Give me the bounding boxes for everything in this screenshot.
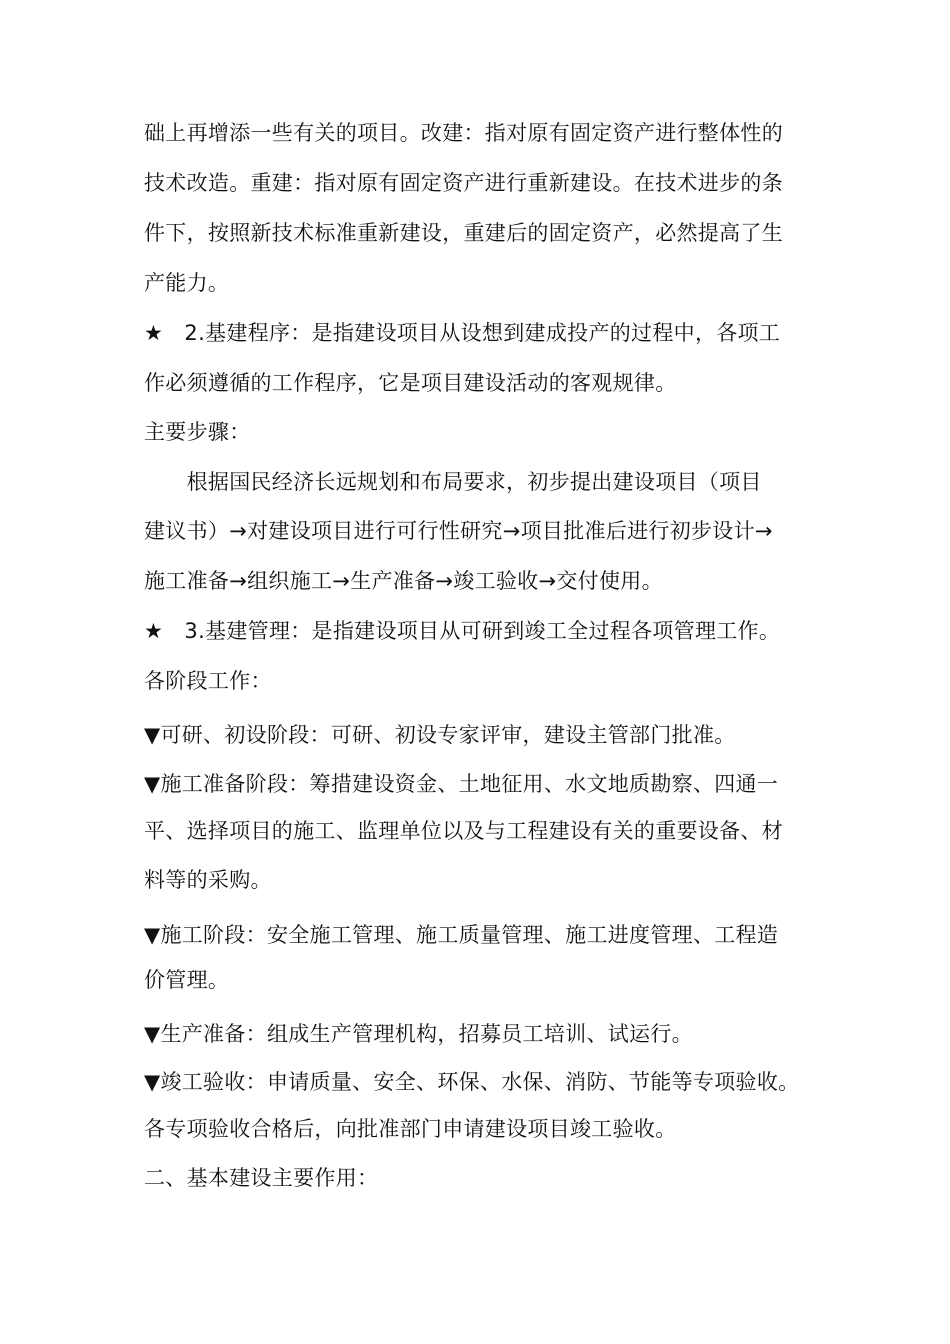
text-line: 施工准备→组织施工→生产准备→竣工验收→交付使用。 [144, 569, 663, 593]
section-heading: 各阶段工作： [144, 669, 272, 693]
text-line: 根据国民经济长远规划和布局要求，初步提出建设项目（项目 [144, 470, 762, 494]
list-item: ▼生产准备：组成生产管理机构，招募员工培训、试运行。 [144, 1022, 693, 1046]
text-line: 建议书）→对建设项目进行可行性研究→项目批准后进行初步设计→ [144, 519, 773, 543]
text-line: 础上再增添一些有关的项目。改建：指对原有固定资产进行整体性的 [144, 121, 783, 145]
text-line: 各专项验收合格后，向批准部门申请建设项目竣工验收。 [144, 1117, 677, 1141]
text-line: 平、选择项目的施工、监理单位以及与工程建设有关的重要设备、材 [144, 819, 783, 843]
text-line: 技术改造。重建：指对原有固定资产进行重新建设。在技术进步的条 [144, 171, 783, 195]
text-line: 件下，按照新技术标准重新建设，重建后的固定资产，必然提高了生 [144, 221, 783, 245]
list-item: ▼可研、初设阶段：可研、初设专家评审，建设主管部门批准。 [144, 723, 736, 747]
section-heading: 二、基本建设主要作用： [144, 1166, 379, 1190]
list-item: ▼施工阶段：安全施工管理、施工质量管理、施工进度管理、工程造 [144, 923, 779, 947]
list-item: ▼竣工验收：申请质量、安全、环保、水保、消防、节能等专项验收。 [144, 1070, 800, 1094]
section-heading: 主要步骤： [144, 420, 251, 444]
text-line: 产能力。 [144, 271, 230, 295]
text-line: ★ 2.基建程序：是指建设项目从设想到建成投产的过程中，各项工 [144, 321, 781, 345]
text-line: 作必须遵循的工作程序，它是项目建设活动的客观规律。 [144, 371, 677, 395]
text-line: 价管理。 [144, 968, 230, 992]
text-line: ★ 3.基建管理：是指建设项目从可研到竣工全过程各项管理工作。 [144, 619, 781, 643]
text-line: 料等的采购。 [144, 868, 272, 892]
list-item: ▼施工准备阶段：筹措建设资金、土地征用、水文地质勘察、四通一 [144, 772, 779, 796]
